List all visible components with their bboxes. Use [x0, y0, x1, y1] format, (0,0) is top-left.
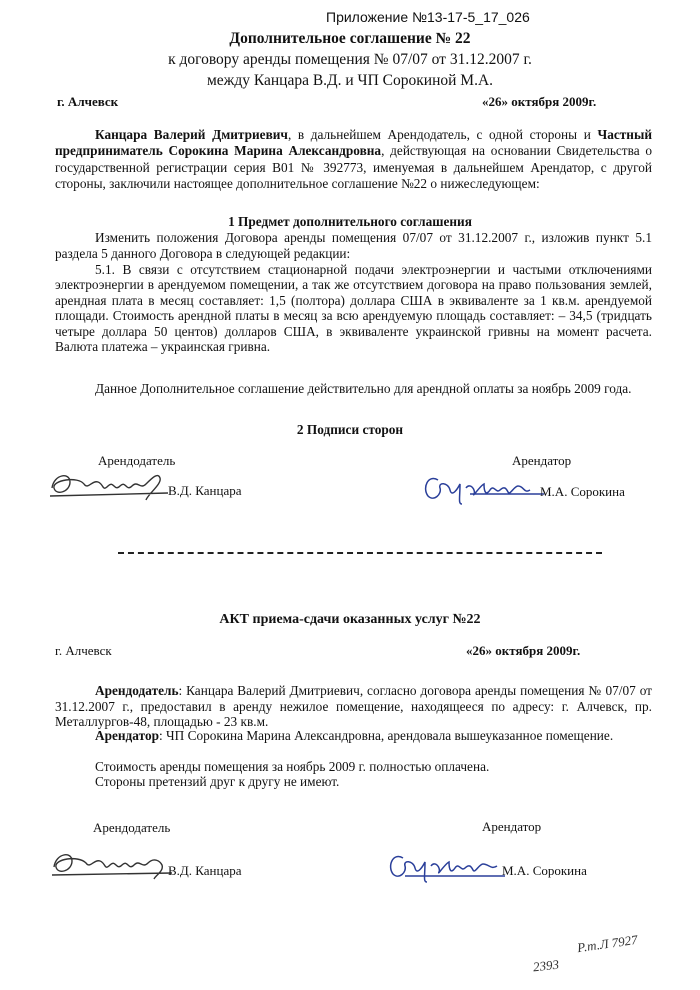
act-city: г. Алчевск: [55, 643, 112, 658]
section-1-title: 1 Предмет дополнительного соглашения: [228, 214, 472, 229]
act-lessor-signature: [48, 843, 176, 883]
act-paragraph-3: Стоимость аренды помещения за ноябрь 2009 г. полностью оплачена.: [95, 759, 490, 774]
lessor-signature: [48, 466, 173, 504]
lessor-signature-name: В.Д. Канцара: [168, 483, 242, 498]
section-1-paragraph-1: Изменить положения Договора аренды помещения 07/07 от 31.12.2007 г., изложив пункт 5.1 раздела 5 данного Договора в следующей редакции:: [55, 230, 652, 261]
act-lessor-signature-name: В.Д. Канцара: [168, 863, 242, 878]
intro-part-1: , в дальнейшем Арендодатель, с одной стороны и: [287, 127, 591, 142]
lessor-label: Арендодатель: [98, 453, 176, 468]
agreement-subtitle-2: между Канцара В.Д. и ЧП Сорокиной М.А.: [206, 72, 494, 89]
clause-5-1: 5.1. В связи с отсутствием стационарной подачи электроэнергии и частыми отключениями электроэнергии в арендуемом помещении, а так же отсутствием договора на право пользования землей, арендная плата в месяц составляет: 1,5 (полтора) доллара США в эквиваленте за 1 кв.м. арендуемой площади. Стоимость арендной платы в месяц за всю арендуемую площадь составляет: – 34,5 (тридцать четыре доллара 50 центов) долларов США, в эквиваленте украинской гривны на момент расчета. Валюта платежа – украинская гривна.: [55, 262, 652, 355]
appendix-number: Приложение №13-17-5_17_026: [326, 9, 530, 25]
lessee-signature: [420, 468, 545, 508]
agreement-title: Дополнительное соглашение № 22: [229, 30, 471, 47]
lessee-signature-name: М.А. Сорокина: [540, 484, 625, 499]
act-title: АКТ приема-сдачи оказанных услуг №22: [219, 612, 481, 627]
act-paragraph-2-text: : ЧП Сорокина Марина Александровна, арендовала вышеуказанное помещение.: [159, 728, 614, 743]
act-lessee-signature-name: М.А. Сорокина: [502, 863, 587, 878]
act-lessee-label: Арендатор: [95, 728, 159, 743]
act-paragraph-1-text: : Канцара Валерий Дмитриевич, согласно договора аренды помещения № 07/07 от 31.12.2007 г., предоставил в аренду нежилое помещение, находящееся по адресу: г. Алчевск, пр. Металлургов-48, площадью - 23 кв.м.: [55, 683, 652, 729]
agreement-subtitle-1: к договору аренды помещения № 07/07 от 31.12.2007 г.: [168, 51, 532, 68]
act-lessee-label-sign: Арендатор: [482, 819, 542, 834]
act-paragraph-1: [55, 683, 652, 730]
validity-paragraph: Данное Дополнительное соглашение действительно для арендной оплаты за ноябрь 2009 года.: [95, 381, 632, 396]
lessor-name: Канцара Валерий Дмитриевич: [95, 127, 288, 142]
agreement-city: г. Алчевск: [57, 94, 119, 109]
handwritten-note-1: Р.т.Л 7927: [576, 931, 639, 956]
section-2-title: 2 Подписи сторон: [296, 422, 404, 437]
act-lessor-label: Арендодатель: [95, 683, 179, 698]
agreement-date: «26» октября 2009г.: [482, 94, 597, 109]
act-lessor-label-sign: Арендодатель: [93, 820, 171, 835]
lessee-name: Частный предприниматель Сорокина Марина Александровна: [55, 127, 652, 159]
act-date: «26» октября 2009г.: [466, 643, 581, 658]
act-paragraph-2: [55, 728, 652, 744]
section-divider: [118, 552, 602, 554]
act-lessee-signature: [385, 846, 510, 886]
agreement-intro: [55, 127, 652, 192]
lessee-label: Арендатор: [512, 453, 572, 468]
intro-part-2: , действующая на основании Свидетельства о государственной регистрации серия В01 № 392773, именуемая в дальнейшем Арендатор, с другой стороны, заключили настоящее дополнительное соглашение №22 о нижеследующем:: [55, 143, 653, 191]
act-paragraph-4: Стороны претензий друг к другу не имеют.: [95, 774, 340, 789]
handwritten-note-2: 2393: [532, 956, 560, 975]
